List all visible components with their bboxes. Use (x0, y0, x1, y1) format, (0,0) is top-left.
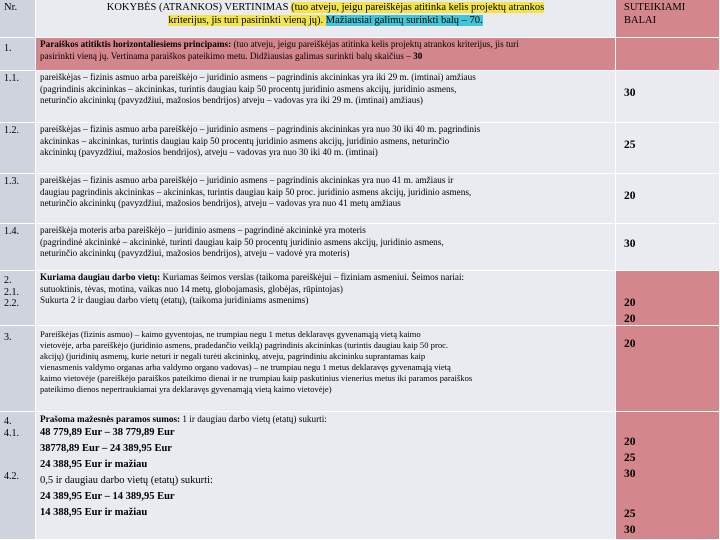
criterion-1-text: Paraiškos atitiktis horizontaliesiems principams: (tuo atveju, jeigu pareiškėjas atitinka kelis projektų atrankos kriterijus, jis turi pasirinkti vieną jų. Vertinama paraiškos pateikimo metu. Didžiausias galimas surinkti balų skaičius – 30 (36, 38, 616, 71)
row-number-3: 3. (0, 326, 36, 412)
row-number-4: 4. 4.1. 4.2. (0, 412, 36, 540)
criterion-1-3-text: pareiškėjas – fizinis asmuo arba pareiškėjo – juridinio asmens – pagrindinis akcininkas yra nuo 41 m. amžiaus ir daugiau pagrindinis akcininkas – akcininkas, turintis daugiau kaip 50 proc. juridinio asmens akcijų, juridinio asmens, neturinčio akcininkų (pavyzdžiui, mažosios bendrijos), atveju – vadovas yra nuo 41 metų amžiaus (36, 174, 616, 224)
header-title (36, 0, 616, 38)
header-title-highlight-1: (tuo atveju, jeigu pareiškėjas atitinka kelis projektų atrankos (291, 2, 545, 13)
row-number-1-2: 1.2. (0, 123, 36, 174)
row-number-1: 1. (0, 38, 36, 71)
row-number-1-4: 1.4. (0, 224, 36, 271)
criterion-1-1-text: pareiškėjas – fizinis asmuo arba pareiškėjo – juridinio asmens – pagrindinis akcininkas yra iki 29 m. (imtinai) amžiaus (pagrindinis akcininkas – akcininkas, turintis daugiau kaip 50 procentų juridinio asmens akcijų, juridinio asmens, neturinčio akcininkų (pavyzdžiui, mažosios bendrijos) atveju – vadovas yra iki 29 m. (imtinai) amžiaus) (36, 71, 616, 123)
criterion-1-score (616, 38, 720, 71)
criterion-3-text: Pareiškėjas (fizinis asmuo) – kaimo gyventojas, ne trumpiau negu 1 metus deklaravęs gyvenamąją vietą kaimo vietovėje, arba pareiškėjo (juridinio asmens, pradedančio veiklą) pagrindinis akcininkas (turintis daugiau kaip 50 proc. akcijų) (juridinių asmenų, kurie neturi ir negali turėti akcininkų, atveju, pagrindiniu akcininku suprantamas kaip vienasmenis valdymo organas arba valdymo organo vadovas) – ne trumpiau negu 1 metus deklaravęs gyvenamąją vietą kaimo vietovėje (pareiškėjo paraiškos pateikimo dienai ir ne trumpiau kaip paskutinius vienerius metus iki paramos paraiškos pateikimo dienos nepertraukiamai yra deklaravęs gyvenamąją vietą kaimo vietovėje) (36, 326, 616, 412)
row-number-1-1: 1.1. (0, 71, 36, 123)
criterion-1-4-text: pareiškėja moteris arba pareiškėjo – juridinio asmens – pagrindinė akcininkė yra moteris (pagrindinė akcininkė – akcininkė, turinti daugiau kaip 50 procentų juridinio asmens akcijų, juridinio asmens, neturinčio akcininkų (pavyzdžiui, mažosios bendrijos), atveju – vadovė yra moteris) (36, 224, 616, 271)
criterion-2-text: Kuriama daugiau darbo vietų: Kuriamas šeimos verslas (taikoma pareiškėjui – fiziniam asmeniui. Šeimos nariai: sutuoktinis, tėvas, motina, vaikas nuo 14 metų, globojamasis, globėjas, rūpintojas) Sukurta 2 ir daugiau darbo vietų (etatų), (taikoma juridiniams asmenims) (36, 271, 616, 326)
criterion-2-scores: 20 20 (616, 271, 720, 326)
header-title-highlight-2: kriterijus, jis turi pasirinkti vieną jų). (168, 15, 326, 26)
header-score: SUTEIKIAMI BALAI (616, 0, 720, 38)
criterion-4-scores: 20 25 30 25 30 (616, 412, 720, 540)
criterion-1-3-score: 20 (616, 174, 720, 224)
header-min-score: Mažiausiai galimų surinkti balų – 70. (325, 15, 483, 26)
criterion-4-text: Prašoma mažesnės paramos sumos: 1 ir daugiau darbo vietų (etatų) sukurti: 48 779,89 Eur – 38 779,89 Eur 38778,89 Eur – 24 389,95 Eur 24 388,95 Eur ir mažiau 0,5 ir daugiau darbo vietų (etatų) sukurti: 24 389,95 Eur – 14 389,95 Eur 14 388,95 Eur ir mažiau (36, 412, 616, 540)
criterion-1-4-score: 30 (616, 224, 720, 271)
criterion-1-2-text: pareiškėjas – fizinis asmuo arba pareiškėjo – juridinio asmens – pagrindinis akcininkas yra nuo 30 iki 40 m. pagrindinis akcininkas – akcininkas, turintis daugiau kaip 50 procentų juridinio asmens akcijų, juridinio asmens, neturinčio akcininkų (pavyzdžiui, mažosios bendrijos), atveju – vadovas yra nuo 30 iki 40 m. (imtinai) (36, 123, 616, 174)
header-nr: Nr. (0, 0, 36, 38)
criterion-1-2-score: 25 (616, 123, 720, 174)
row-number-1-3: 1.3. (0, 174, 36, 224)
row-number-2: 2. 2.1. 2.2. (0, 271, 36, 326)
criterion-1-1-score: 30 (616, 71, 720, 123)
criterion-3-score: 20 (616, 326, 720, 412)
header-title-main: KOKYBĖS (ATRANKOS) VERTINIMAS (106, 2, 292, 13)
